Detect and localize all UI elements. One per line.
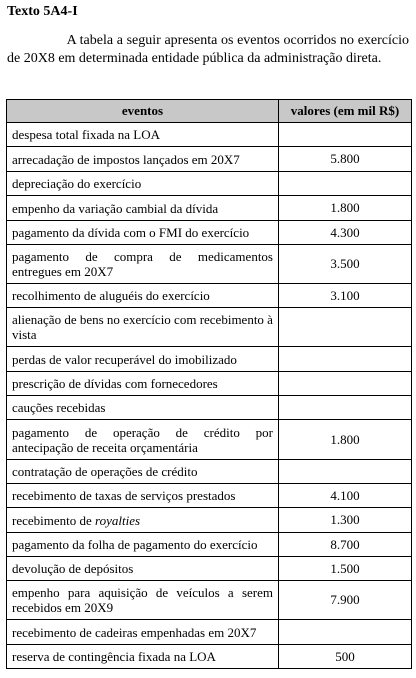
value-cell: 1.800 <box>279 420 412 460</box>
event-cell: pagamento da dívida com o FMI do exercício <box>7 221 279 245</box>
event-cell: pagamento de compra de medicamentos entregues em 20X7 <box>7 245 279 284</box>
value-cell <box>279 347 412 372</box>
table-row <box>7 645 412 669</box>
value-cell: 3.100 <box>279 284 412 308</box>
event-cell: pagamento de operação de crédito por antecipação de receita orçamentária <box>7 420 279 460</box>
table-row <box>7 308 412 347</box>
event-text: recebimento de <box>12 512 96 528</box>
event-cell: devolução de depósitos <box>7 557 279 581</box>
table-row <box>7 123 412 147</box>
column-header-eventos: eventos <box>7 100 279 123</box>
event-cell: despesa total fixada na LOA <box>7 123 279 147</box>
events-table <box>6 99 412 669</box>
table-row <box>7 147 412 172</box>
value-cell: 4.100 <box>279 484 412 508</box>
event-cell: perdas de valor recuperável do imobilizado <box>7 347 279 372</box>
event-cell: recolhimento de aluguéis do exercício <box>7 284 279 308</box>
table-row <box>7 557 412 581</box>
event-cell: prescrição de dívidas com fornecedores <box>7 372 279 396</box>
value-cell <box>279 172 412 196</box>
table-row <box>7 284 412 308</box>
value-cell: 8.700 <box>279 533 412 557</box>
event-cell: recebimento de cadeiras empenhadas em 20X7 <box>7 620 279 645</box>
column-header-valores: valores (em mil R$) <box>279 100 412 123</box>
event-cell: empenho da variação cambial da dívida <box>7 196 279 221</box>
table-row <box>7 460 412 484</box>
event-cell <box>7 508 279 533</box>
table-row <box>7 221 412 245</box>
event-cell: pagamento da folha de pagamento do exercício <box>7 533 279 557</box>
event-text-italic: royalties <box>95 512 141 528</box>
value-cell: 1.800 <box>279 196 412 221</box>
value-cell: 3.500 <box>279 245 412 284</box>
value-cell <box>279 460 412 484</box>
event-cell: depreciação do exercício <box>7 172 279 196</box>
table-row <box>7 347 412 372</box>
table-row <box>7 372 412 396</box>
table-row <box>7 172 412 196</box>
value-cell <box>279 308 412 347</box>
event-cell: reserva de contingência fixada na LOA <box>7 645 279 669</box>
table-row <box>7 508 412 533</box>
table-row <box>7 484 412 508</box>
value-cell <box>279 620 412 645</box>
value-cell: 1.300 <box>279 508 412 533</box>
intro-paragraph <box>7 32 409 68</box>
event-cell: alienação de bens no exercício com recebimento à vista <box>7 308 279 347</box>
value-cell: 4.300 <box>279 221 412 245</box>
value-cell <box>279 372 412 396</box>
value-cell: 7.900 <box>279 581 412 620</box>
table-row <box>7 620 412 645</box>
event-cell: empenho para aquisição de veículos a serem recebidos em 20X9 <box>7 581 279 620</box>
event-cell: contratação de operações de crédito <box>7 460 279 484</box>
value-cell: 500 <box>279 645 412 669</box>
value-cell <box>279 396 412 420</box>
table-row <box>7 420 412 460</box>
value-cell <box>279 123 412 147</box>
intro-text: A tabela a seguir apresenta os eventos ocorridos no exercício de 20X8 em determinada entidade pública da administração direta. <box>7 33 409 66</box>
table-row <box>7 581 412 620</box>
page-title: Texto 5A4-I <box>7 4 78 19</box>
table-header-row <box>7 100 412 123</box>
event-cell: arrecadação de impostos lançados em 20X7 <box>7 147 279 172</box>
table-row <box>7 245 412 284</box>
table-row <box>7 396 412 420</box>
table-row <box>7 196 412 221</box>
event-cell: recebimento de taxas de serviços prestados <box>7 484 279 508</box>
value-cell: 5.800 <box>279 147 412 172</box>
event-cell: cauções recebidas <box>7 396 279 420</box>
value-cell: 1.500 <box>279 557 412 581</box>
table-row <box>7 533 412 557</box>
